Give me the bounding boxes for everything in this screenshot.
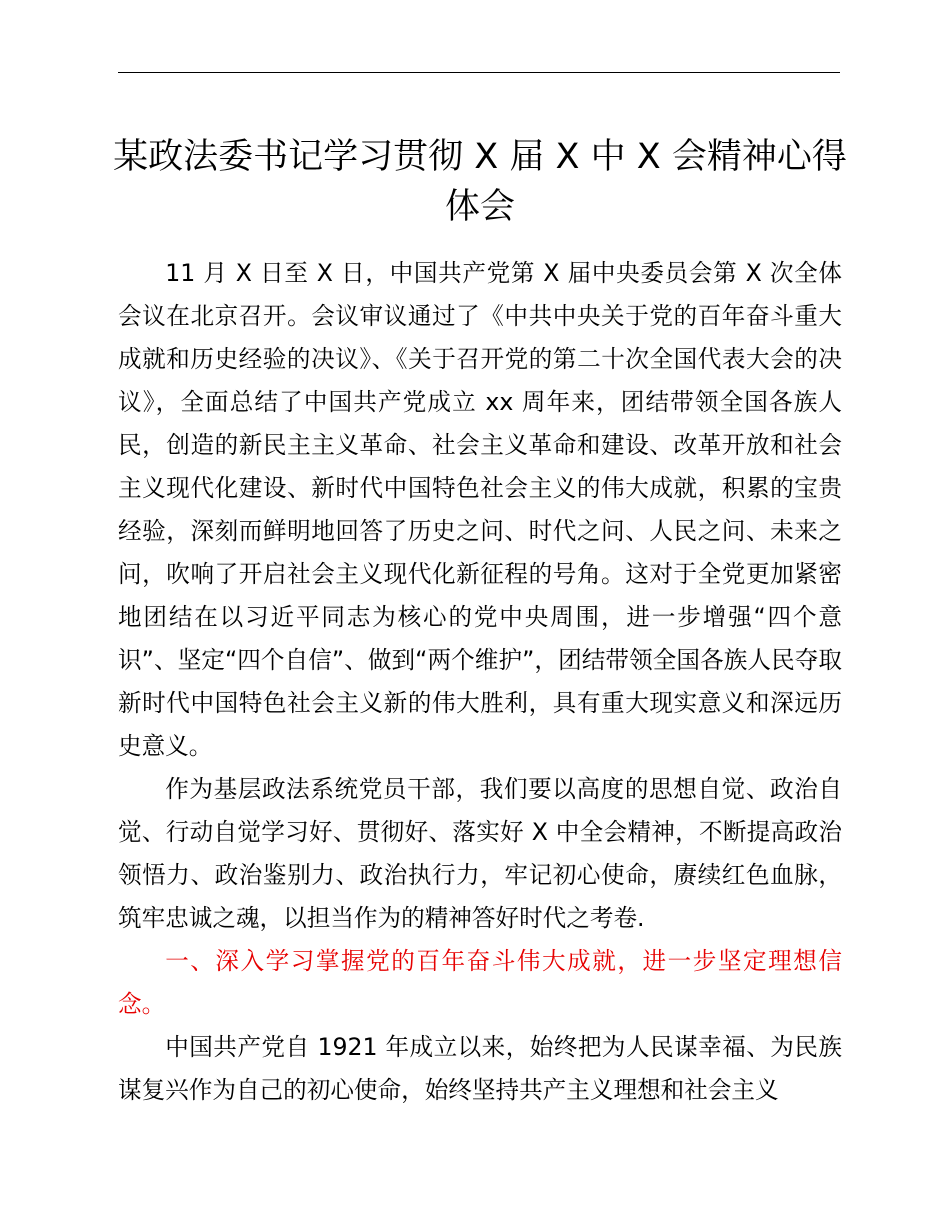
- title-line-2: 体会: [444, 187, 515, 227]
- section-heading-1: 一、深入学习掌握党的百年奋斗伟大成就，进一步坚定理想信念。: [118, 947, 842, 1018]
- paragraph-commitment: 作为基层政法系统党员干部，我们要以高度的思想自觉、政治自觉、行动自觉学习好、贯彻好、落实好 X 中全会精神，不断提高政治领悟力、政治鉴别力、政治执行力，牢记初心使命，赓续红色血脉，筑牢忠诚之魂，以担当作为的精神答好时代之考卷.: [118, 775, 842, 932]
- paragraph-intro: 11 月 X 日至 X 日，中国共产党第 X 届中央委员会第 X 次全体会议在北京召开。会议审议通过了《中共中央关于党的百年奋斗重大成就和历史经验的决议》、《关于召开党的第二十次全国代表大会的决议》，全面总结了中国共产党成立 xx 周年来，团结带领全国各族人民，创造的新民主主义革命、社会主义革命和建设、改革开放和社会主义现代化建设、新时代中国特色社会主义的伟大成就，积累的宝贵经验，深刻而鲜明地回答了历史之问、时代之问、人民之问、未来之问，吹响了开启社会主义现代化新征程的号角。这对于全党更加紧密地团结在以习近平同志为核心的党中央周围，进一步增强“四个意识”、坚定“四个自信”、做到“两个维护”，团结带领全国各族人民夺取新时代中国特色社会主义新的伟大胜利，具有重大现实意义和深远历史意义。: [118, 259, 842, 760]
- document-title: [110, 132, 850, 232]
- paragraph-history: 中国共产党自 1921 年成立以来，始终把为人民谋幸福、为民族谋复兴作为自己的初心使命，始终坚持共产主义理想和社会主义: [118, 1033, 842, 1104]
- document-body: [118, 252, 842, 1112]
- title-line-1: 某政法委书记学习贯彻 X 届 X 中 X 会精神心得: [113, 137, 847, 177]
- header-rule: [118, 72, 840, 73]
